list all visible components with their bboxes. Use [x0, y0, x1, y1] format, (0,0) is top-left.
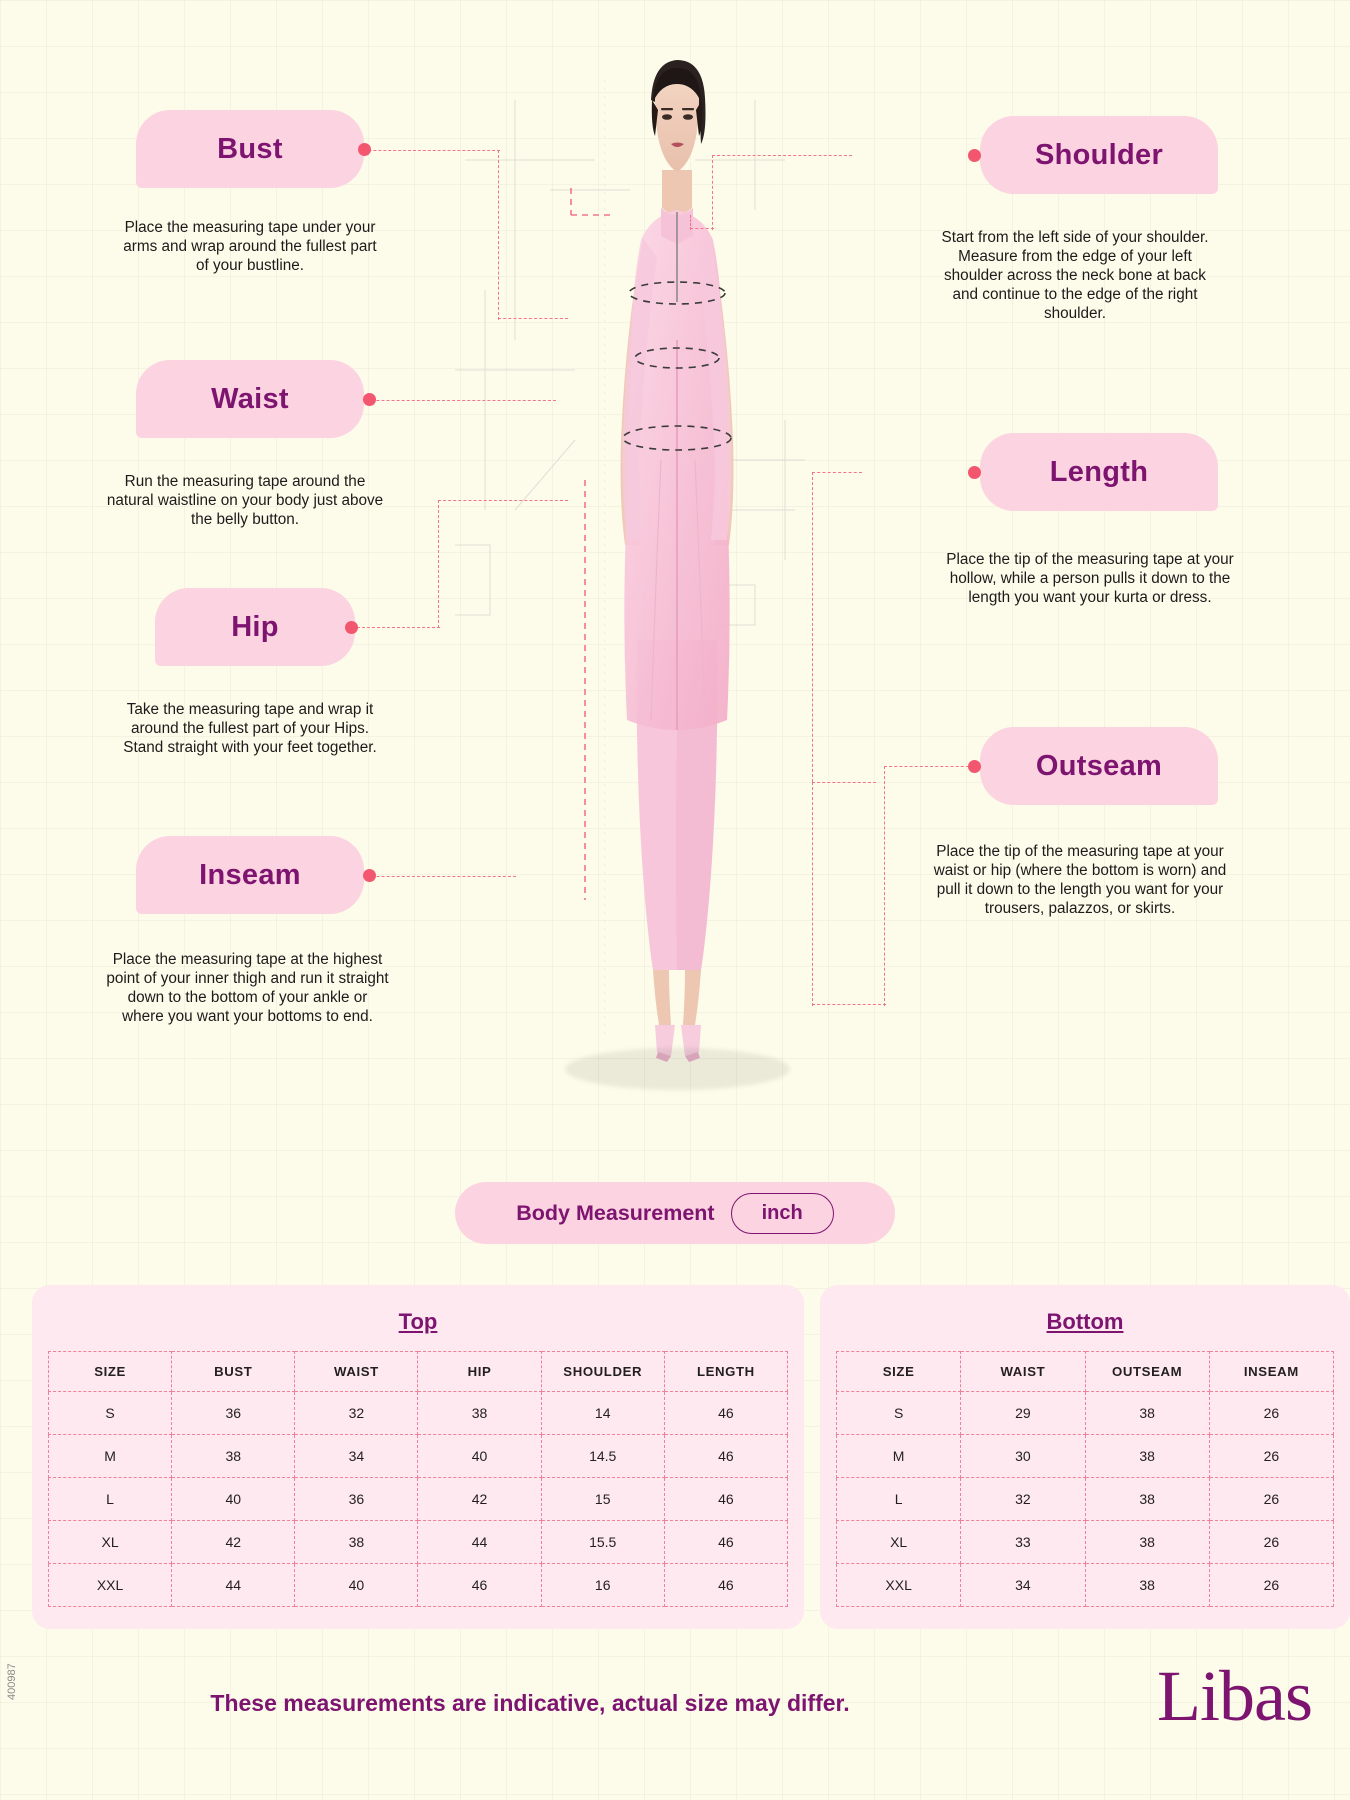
dot-waist	[363, 393, 376, 406]
pill-length-label: Length	[1049, 455, 1149, 488]
body-measurement-bar	[455, 1182, 895, 1244]
table-row	[837, 1521, 1334, 1564]
bottom-table-heading: Bottom	[1046, 1309, 1124, 1334]
cell-waist: 36	[295, 1478, 418, 1521]
pill-hip[interactable]	[155, 588, 355, 666]
pill-shoulder[interactable]	[980, 116, 1218, 194]
cell-size: L	[837, 1478, 961, 1521]
pill-outseam-label: Outseam	[1035, 749, 1163, 782]
cell-hip: 42	[418, 1478, 541, 1521]
desc-inseam: Place the measuring tape at the highest point of your inner thigh and run it straight down to the bottom of your ankle or where you want your bottoms to end.	[106, 951, 389, 1026]
table-row	[837, 1435, 1334, 1478]
cell-size: S	[837, 1392, 961, 1435]
desc-shoulder: Start from the left side of your shoulder. Measure from the edge of your left shoulder across the neck bone at back and continue to the edge of the right shoulder.	[941, 229, 1209, 323]
cell-inseam: 26	[1209, 1392, 1333, 1435]
table-row	[49, 1478, 788, 1521]
cell-size: M	[49, 1435, 172, 1478]
cell-inseam: 26	[1209, 1478, 1333, 1521]
pill-inseam[interactable]	[136, 836, 364, 914]
cell-shoulder: 14.5	[541, 1435, 664, 1478]
pill-length[interactable]	[980, 433, 1218, 511]
cell-shoulder: 14	[541, 1392, 664, 1435]
col-inseam: INSEAM	[1209, 1352, 1333, 1392]
cell-size: XL	[837, 1521, 961, 1564]
cell-inseam: 26	[1209, 1564, 1333, 1607]
top-table-heading: Top	[398, 1309, 438, 1334]
cell-length: 46	[664, 1478, 787, 1521]
dot-shoulder	[968, 149, 981, 162]
connector-hip-vert	[438, 500, 439, 628]
cell-bust: 42	[172, 1521, 295, 1564]
table-row	[837, 1564, 1334, 1607]
bottom-size-table	[836, 1351, 1334, 1607]
table-header-row	[837, 1352, 1334, 1392]
cell-size: M	[837, 1435, 961, 1478]
dot-outseam	[968, 760, 981, 773]
dot-hip	[345, 621, 358, 634]
cell-waist: 40	[295, 1564, 418, 1607]
cell-hip: 46	[418, 1564, 541, 1607]
cell-outseam: 38	[1085, 1564, 1209, 1607]
side-code: 400987	[6, 1663, 18, 1700]
cell-size: XXL	[837, 1564, 961, 1607]
cell-outseam: 38	[1085, 1478, 1209, 1521]
table-row	[49, 1392, 788, 1435]
table-row	[837, 1478, 1334, 1521]
col-waist: WAIST	[961, 1352, 1085, 1392]
pill-outseam[interactable]	[980, 727, 1218, 805]
pill-hip-label: Hip	[231, 610, 279, 643]
brand-logo: Libas	[1157, 1656, 1312, 1736]
unit-toggle-inch[interactable]: inch	[731, 1193, 834, 1234]
pill-waist-label: Waist	[211, 382, 289, 415]
cell-inseam: 26	[1209, 1521, 1333, 1564]
cell-length: 46	[664, 1521, 787, 1564]
cell-length: 46	[664, 1392, 787, 1435]
cell-bust: 40	[172, 1478, 295, 1521]
cell-shoulder: 15.5	[541, 1521, 664, 1564]
col-size: SIZE	[837, 1352, 961, 1392]
col-hip: HIP	[418, 1352, 541, 1392]
cell-hip: 40	[418, 1435, 541, 1478]
cell-bust: 44	[172, 1564, 295, 1607]
col-length: LENGTH	[664, 1352, 787, 1392]
table-row	[49, 1564, 788, 1607]
disclaimer-text: These measurements are indicative, actual size may differ.	[210, 1690, 850, 1716]
desc-waist: Run the measuring tape around the natural waistline on your body just above the belly button.	[106, 473, 384, 529]
cell-inseam: 26	[1209, 1435, 1333, 1478]
cell-outseam: 38	[1085, 1435, 1209, 1478]
cell-length: 46	[664, 1435, 787, 1478]
desc-length: Place the tip of the measuring tape at your hollow, while a person pulls it down to the length you want your kurta or dress.	[946, 551, 1234, 607]
top-size-table	[48, 1351, 788, 1607]
desc-bust: Place the measuring tape under your arms and wrap around the fullest part of your bustline.	[123, 219, 377, 275]
bottom-size-table-card	[820, 1285, 1350, 1629]
pill-shoulder-label: Shoulder	[1034, 138, 1164, 171]
cell-waist: 32	[961, 1478, 1085, 1521]
cell-size: XXL	[49, 1564, 172, 1607]
model-illustration	[455, 40, 895, 1110]
cell-size: L	[49, 1478, 172, 1521]
table-header-row	[49, 1352, 788, 1392]
cell-waist: 30	[961, 1435, 1085, 1478]
cell-waist: 34	[295, 1435, 418, 1478]
table-row	[837, 1392, 1334, 1435]
floor-shadow	[565, 1048, 790, 1090]
cell-waist: 32	[295, 1392, 418, 1435]
cell-waist: 33	[961, 1521, 1085, 1564]
cell-size: XL	[49, 1521, 172, 1564]
cell-outseam: 38	[1085, 1392, 1209, 1435]
cell-bust: 36	[172, 1392, 295, 1435]
cell-hip: 44	[418, 1521, 541, 1564]
col-bust: BUST	[172, 1352, 295, 1392]
cell-hip: 38	[418, 1392, 541, 1435]
cell-waist: 38	[295, 1521, 418, 1564]
cell-waist: 29	[961, 1392, 1085, 1435]
body-measurement-title: Body Measurement	[516, 1200, 715, 1225]
dot-length	[968, 466, 981, 479]
dot-inseam	[363, 869, 376, 882]
pill-bust[interactable]	[136, 110, 364, 188]
col-shoulder: SHOULDER	[541, 1352, 664, 1392]
cell-outseam: 38	[1085, 1521, 1209, 1564]
desc-hip: Take the measuring tape and wrap it around the fullest part of your Hips. Stand straight with your feet together.	[123, 701, 377, 757]
cell-shoulder: 16	[541, 1564, 664, 1607]
cell-shoulder: 15	[541, 1478, 664, 1521]
table-row	[49, 1435, 788, 1478]
cell-size: S	[49, 1392, 172, 1435]
pill-waist[interactable]	[136, 360, 364, 438]
col-outseam: OUTSEAM	[1085, 1352, 1209, 1392]
cell-waist: 34	[961, 1564, 1085, 1607]
cell-bust: 38	[172, 1435, 295, 1478]
col-waist: WAIST	[295, 1352, 418, 1392]
desc-outseam: Place the tip of the measuring tape at your waist or hip (where the bottom is worn) and pull it down to the length you want for your trousers, palazzos, or skirts.	[933, 843, 1227, 918]
top-size-table-card	[32, 1285, 804, 1629]
fashion-figure-svg	[455, 40, 895, 1110]
pill-inseam-label: Inseam	[199, 858, 301, 891]
cell-length: 46	[664, 1564, 787, 1607]
col-size: SIZE	[49, 1352, 172, 1392]
table-row	[49, 1521, 788, 1564]
pill-bust-label: Bust	[217, 132, 283, 165]
dot-bust	[358, 143, 371, 156]
connector-outseam	[884, 766, 974, 767]
